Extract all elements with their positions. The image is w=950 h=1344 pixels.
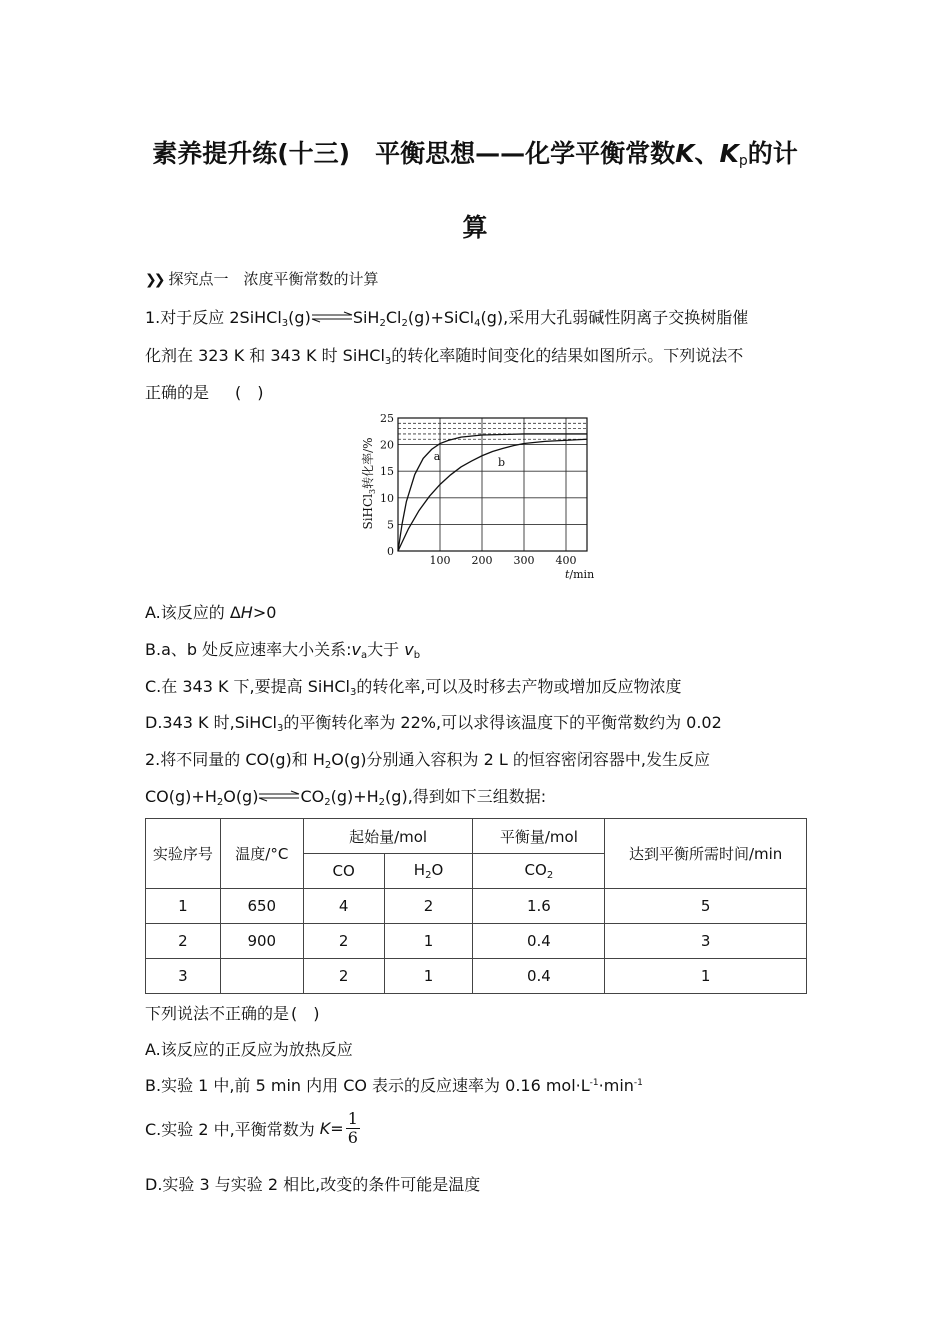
q1-sub: 2 — [401, 318, 408, 329]
table-cell: 1 — [605, 959, 807, 994]
table-cell: 1 — [146, 889, 221, 924]
y-tick-label: 25 — [380, 412, 394, 425]
q1-option-a[interactable] — [145, 600, 276, 623]
option-sub: b — [413, 650, 421, 661]
q2-option-d[interactable]: D.实验 3 与实验 2 相比,改变的条件可能是温度 — [145, 1175, 481, 1194]
option-sup: -1 — [589, 1078, 599, 1088]
q1-option-c[interactable] — [145, 674, 681, 698]
q2-option-c[interactable] — [145, 1110, 360, 1147]
q2-sub: 2 — [216, 797, 224, 808]
table-cell: 1.6 — [473, 889, 605, 924]
table-cell — [220, 959, 303, 994]
table-cell: 2 — [303, 959, 384, 994]
title-kp-sub: p — [738, 153, 748, 169]
option-text: ·min — [598, 1076, 634, 1095]
x-tick-label: 400 — [555, 554, 577, 567]
table-cell: 2 — [303, 924, 384, 959]
option-text: 的平衡转化率为 22%,可以求得该温度下的平衡常数约为 0.02 — [283, 713, 722, 732]
q1-option-d[interactable] — [145, 710, 722, 734]
q2-sub: 2 — [378, 797, 386, 808]
q2-sub: 2 — [324, 797, 331, 808]
series-curve-b — [398, 439, 587, 551]
q2-option-b[interactable] — [145, 1073, 643, 1096]
q2-sub: 2 — [324, 760, 332, 771]
table-row — [146, 959, 807, 994]
q1-text: (g) — [288, 308, 311, 327]
q1-sub: 3 — [384, 356, 392, 367]
q1-text: 的转化率随时间变化的结果如图所示。下列说法不 — [391, 346, 744, 365]
table-cell: 3 — [605, 924, 807, 959]
section-header — [145, 268, 378, 289]
page-title — [0, 134, 950, 170]
table-cell: 1 — [384, 924, 473, 959]
table-cell: 650 — [220, 889, 303, 924]
header-sub: 2 — [425, 870, 432, 881]
title-sep: 、 — [694, 139, 720, 168]
option-text: >0 — [252, 603, 277, 622]
option-text: 大于 — [367, 640, 405, 659]
q1-stem-line3 — [145, 380, 264, 403]
q2-text: O(g) — [223, 787, 259, 806]
q1-sub: 4 — [474, 318, 481, 329]
q1-option-b[interactable] — [145, 637, 420, 661]
table-cell: 5 — [605, 889, 807, 924]
option-text: C.在 343 K 下,要提高 SiHCl — [145, 677, 350, 696]
header-text: CO — [524, 861, 547, 879]
table-header-row — [146, 819, 807, 854]
q1-stem-line2 — [145, 343, 743, 367]
q1-text: 1.对于反应 2SiHCl — [145, 308, 282, 327]
option-sup: -1 — [633, 1078, 643, 1088]
option-text: C.实验 2 中,平衡常数为 — [145, 1120, 320, 1139]
table-cell: 4 — [303, 889, 384, 924]
option-text: v — [351, 640, 361, 659]
experiment-table — [145, 818, 807, 994]
x-axis-label: t/min — [565, 568, 595, 581]
answer-blank[interactable]: ( ) — [235, 383, 264, 402]
table-cell: 900 — [220, 924, 303, 959]
table-cell: 3 — [146, 959, 221, 994]
y-tick-label: 15 — [380, 465, 394, 479]
option-sub: 3 — [276, 723, 284, 734]
header-text: H — [413, 861, 426, 879]
x-tick-label: 100 — [429, 554, 451, 567]
title-k: K — [675, 139, 695, 168]
y-tick-label: 10 — [380, 491, 394, 505]
header-text: O — [431, 861, 444, 879]
fraction-denominator: 6 — [347, 1128, 358, 1147]
q2-stem-line2 — [145, 784, 546, 808]
plot-frame — [398, 418, 587, 551]
q1-text: (g)+SiCl — [407, 308, 475, 327]
table-cell: 2 — [384, 889, 473, 924]
header-cell: 达到平衡所需时间/min — [605, 819, 807, 889]
option-text: 的转化率,可以及时移去产物或增加反应物浓度 — [356, 677, 682, 696]
option-sub: a — [360, 650, 368, 661]
table-cell: 1 — [384, 959, 473, 994]
q2-text: (g)+H — [330, 787, 379, 806]
table-row — [146, 889, 807, 924]
x-tick-label: 300 — [513, 554, 535, 567]
q1-text: 正确的是 — [145, 383, 210, 402]
table-cell: 0.4 — [473, 959, 605, 994]
q1-text: (g),采用大孔弱碱性阴离子交换树脂催 — [480, 308, 749, 327]
q2-text: CO(g)+H — [145, 787, 217, 806]
title-kp: K — [719, 139, 739, 168]
page-title-line2: 算 — [462, 213, 488, 242]
option-text: = — [330, 1119, 344, 1138]
option-text: D.343 K 时,SiHCl — [145, 713, 277, 732]
title-text: 素养提升练(十三) 平衡思想——化学平衡常数 — [152, 139, 676, 168]
y-tick-label: 5 — [387, 518, 394, 532]
q2-option-a[interactable]: A.该反应的正反应为放热反应 — [145, 1040, 353, 1059]
header-cell: 平衡量/mol — [473, 819, 605, 854]
header-cell: CO — [303, 854, 384, 889]
title-text-end: 的计 — [747, 139, 798, 168]
option-text: K — [319, 1119, 331, 1138]
q2-prompt — [145, 1001, 320, 1024]
q1-text: 化剂在 323 K 和 343 K 时 SiHCl — [145, 346, 385, 365]
q1-sub: 3 — [281, 318, 289, 329]
double-chevron-icon: ❯❯ — [145, 272, 163, 288]
section-label: 探究点一 浓度平衡常数的计算 — [168, 270, 379, 288]
option-text: B.实验 1 中,前 5 min 内用 CO 表示的反应速率为 0.16 mol·L — [145, 1076, 590, 1095]
header-cell — [473, 854, 605, 889]
table-row — [146, 924, 807, 959]
equilibrium-arrow-icon — [311, 311, 353, 323]
q2-text: O(g)分别通入容积为 2 L 的恒容密闭容器中,发生反应 — [331, 750, 710, 769]
option-text: H — [240, 603, 253, 622]
table-cell: 0.4 — [473, 924, 605, 959]
q2-stem-line1 — [145, 747, 710, 771]
fraction-numerator: 1 — [347, 1109, 358, 1128]
y-tick-label: 0 — [387, 545, 394, 558]
y-axis-label: SiHCl$_3$转化率/% — [361, 437, 377, 530]
table-cell: 2 — [146, 924, 221, 959]
answer-blank[interactable]: ( ) — [291, 1004, 320, 1023]
header-cell: 起始量/mol — [303, 819, 473, 854]
q2-text: CO — [300, 787, 325, 806]
option-text: v — [404, 640, 414, 659]
q1-text: SiH — [352, 308, 380, 327]
curve-label-a: a — [433, 449, 441, 463]
header-cell: 实验序号 — [146, 819, 221, 889]
option-text: B.a、b 处反应速率大小关系: — [145, 640, 352, 659]
option-text: A.该反应的 Δ — [145, 603, 241, 622]
header-sub: 2 — [546, 870, 554, 881]
q2-text: (g),得到如下三组数据: — [385, 787, 547, 806]
equilibrium-arrow-icon — [258, 790, 300, 802]
y-tick-label: 20 — [380, 438, 394, 452]
q1-text: Cl — [385, 308, 402, 327]
curve-label-b: b — [497, 456, 506, 470]
q2-text: 2.将不同量的 CO(g)和 H — [145, 750, 325, 769]
conversion-chart — [350, 408, 610, 588]
q1-sub: 2 — [379, 318, 386, 329]
q2-text: 下列说法不正确的是 — [145, 1004, 290, 1023]
q1-stem-line1 — [145, 305, 748, 329]
option-sub: 3 — [349, 687, 357, 698]
fraction — [346, 1110, 360, 1147]
header-cell — [384, 854, 473, 889]
x-tick-label: 200 — [471, 554, 493, 567]
header-cell: 温度/°C — [220, 819, 303, 889]
